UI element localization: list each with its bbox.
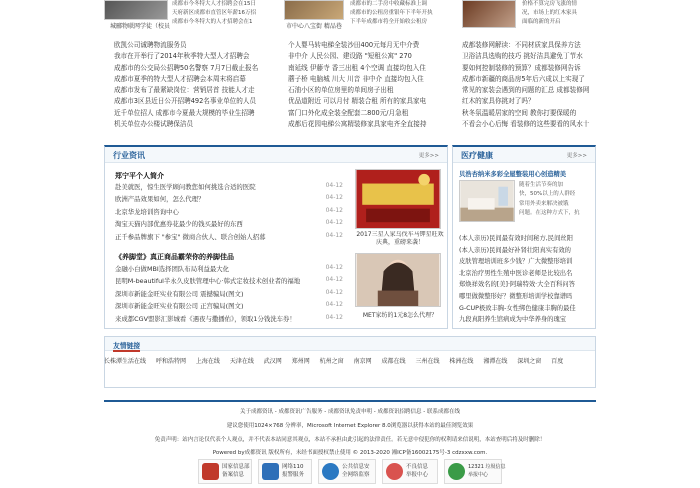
badge-security[interactable] (318, 459, 376, 484)
rental-list (288, 40, 450, 130)
feature-text-line: 随着生活节奏的加 (519, 182, 564, 188)
top-text-a-line: 成都市今冬特大人才招聘会在15日 (172, 1, 256, 7)
friend-link[interactable]: 天津在线 (229, 358, 254, 365)
top-text-b (350, 0, 456, 27)
top-text-a-line: 天府新区成都市直管区年薪16万招 (172, 10, 256, 16)
top-text-a (172, 0, 272, 27)
item-date: 04-12 (325, 301, 343, 309)
top-caption-2[interactable]: 市中心八宝街 精品巷 (286, 23, 342, 30)
footer-divider (104, 400, 596, 402)
health-box (452, 145, 596, 329)
friend-link[interactable]: 杭州之窗 (319, 358, 344, 365)
item-title: 昆明M-beautiful半永久皮肤管理中心·韩式定妆技术创业者的福地 (115, 277, 301, 286)
portrait-image (356, 254, 440, 306)
item-date: 04-12 (325, 313, 343, 321)
top-text-c-line: 况，市场上的红木家具 (522, 10, 578, 16)
footer-advice: 建议您使用1024×768 分辨率，Microsoft Internet Explorer 8.0浏览器以获得本站的最佳浏览效果 (226, 423, 474, 429)
caption-line: 2017三星人家乌伐车马钾星旺欢 (356, 231, 444, 238)
list-item[interactable]: 要如何控制装修的预算？成都装修网告诉 (462, 63, 581, 72)
item-title: 深圳市新能金旺实业有限公司 震撼骗局(图文) (115, 289, 244, 298)
list-item[interactable]: 成都市发布了最紧缺岗位：营销居首 技能人才走 (114, 86, 255, 95)
footer-copyright: Powered by成都资讯 版权所有，未经书面授权禁止使用 © 2013-2020 湘ICP备16002175号-3 cdzxxw.com. (212, 450, 488, 456)
health-feature-pic[interactable] (459, 180, 515, 222)
list-item[interactable] (115, 232, 347, 244)
footer-disclaimer: 免责声明：站内言论仅代表个人观点，并不代表本站同意其观点，本站不承担由此引起的法律责任。若无意中侵犯你的权利请来信说明，本站查明后将及时删除！ (154, 437, 546, 443)
item-title: 来成都CGV盟影汇影城看《遇夜与撒播佑》，领取1分钱洗车券！ (115, 314, 296, 323)
friend-link[interactable]: 湘潭在线 (483, 358, 508, 365)
friend-link[interactable]: 深圳之窗 (517, 358, 542, 365)
list-item[interactable]: 红木的家具你挑对了吗？ (462, 97, 535, 106)
list-item[interactable]: 哪里做微整形好？微整形培训学校靠谱吗 (459, 292, 573, 300)
gov-emblem-icon (202, 463, 219, 480)
friend-link[interactable]: 武汉网 (263, 358, 282, 365)
footer-nav[interactable]: 关于成都资讯 - 成都资讯广告服务 - 成都资讯免责申明 - 成都资讯招聘信息 - 联系成都在线 (240, 409, 460, 415)
top-text-a-line: 成都市今冬特大的人才招聘会在1 (172, 19, 253, 25)
list-item[interactable]: (本人亲历)民间最好补肾壮阳真实有效的 (459, 246, 571, 254)
list-item[interactable]: 富门口外化成全装全配套二800元/月急租 (288, 108, 409, 117)
item-title: 赴美就医，惊生医学顾问教您如何挑选合适的医院 (115, 183, 256, 191)
health-title: 医疗健康 (461, 151, 493, 160)
top-text-c-line: 价格不算完房飞涨的情 (522, 1, 578, 7)
industry-pic-1[interactable] (355, 169, 441, 229)
list-item[interactable]: 我市在开举行了2014年秋季特大型人才招聘会 (114, 52, 250, 61)
top-text-b-line: 下半年成都市将全开始收公租房 (350, 19, 428, 25)
badge-net110[interactable] (258, 459, 312, 484)
friend-link[interactable]: 长株潭生活在线 (104, 358, 147, 365)
top-text-b-line: 成都市的公租房重银年下半年开执 (350, 10, 433, 16)
health-feature-text (519, 181, 593, 219)
promo-image (356, 170, 440, 228)
feature-text-line: 快，50%以上的人群经 (519, 191, 576, 198)
health-feature-title[interactable]: 贝浩杏纳米多彩全屋整装用心创造精美 (459, 171, 567, 178)
list-item[interactable] (115, 219, 347, 231)
item-date: 04-12 (325, 206, 343, 214)
list-item[interactable]: 成都装修网解读：不同材质家具保养方法 (462, 41, 581, 49)
feature-text-line: 问题。在这种方式下，抗 (519, 210, 580, 217)
industry-headline-2[interactable]: 《养脚堂》真正商品霸荣你的养脚佳品 (115, 253, 234, 261)
item-date: 04-12 (325, 182, 343, 189)
top-text-c (522, 0, 598, 27)
badge-text: 不良信息 举报中心 (406, 464, 429, 478)
industry-news-title: 行业资讯 (113, 151, 145, 160)
list-item[interactable]: 成都后花园电梯公寓精装修家具家电齐全直接持 (288, 120, 427, 129)
list-item[interactable]: 非中介 人民公园、建设路 "短租公寓" 270 (288, 52, 412, 61)
badge-gov-record[interactable] (198, 459, 252, 484)
caption-line: 庆典，重磅来袭！ (375, 239, 424, 246)
friend-links-header (105, 337, 595, 351)
friend-link[interactable]: 呼和浩特网 (155, 358, 186, 365)
friend-link[interactable]: 上海在线 (195, 358, 220, 365)
industry-headline-1[interactable]: 郑宁平个人简介 (115, 172, 164, 180)
list-item[interactable]: G-CUP极致丰胸-女性绑色健康丰胸的最佳 (459, 304, 576, 312)
item-title: 金融小白做MBI选择团队布局利益最大化 (115, 265, 230, 273)
health-header (453, 147, 595, 163)
industry-pic-1-caption[interactable] (355, 231, 445, 247)
item-title: 正千参品牌旗下 "参宝" 微商合伙人、联合创始人招募 (115, 232, 266, 241)
list-item[interactable]: 卫浴洁具选购的技巧 挑好洁具避免丁节水 (462, 52, 583, 61)
industry-news-box (104, 145, 448, 329)
list-item[interactable]: 成都市夏季的特大型人才招聘会本周末将启幕 (114, 74, 246, 83)
item-title: 淘宝天猫内部优惠券花最少的钱买最好的东西 (115, 220, 243, 229)
friend-link[interactable]: 郑州网 (291, 358, 310, 365)
badge-text: 网络110 报警服务 (282, 464, 305, 478)
list-item[interactable]: 机关单位办公楼试聘保洁员 (114, 120, 194, 129)
friend-link[interactable]: 三州在线 (415, 358, 440, 365)
top-thumb-2[interactable] (284, 0, 344, 20)
shield-icon (322, 463, 339, 480)
police-icon (262, 463, 279, 480)
list-item[interactable]: 成都市3区县近日公开招聘492名事业单位的人员 (114, 97, 257, 106)
list-item[interactable] (115, 194, 347, 206)
list-item[interactable]: 优品道附近 可以月付 精装合租 所有的家具家电 (288, 97, 427, 106)
list-item[interactable]: 北京治疗男性生殖中医诊老师是比较出名 (459, 269, 573, 277)
item-date: 04-12 (325, 231, 343, 239)
top-text-c-line: 面临的新的开启 (522, 19, 561, 25)
list-item[interactable]: 郑焕祥效名的[美]·阿瑞特效·大全百科问答 (459, 281, 575, 289)
industry-pic-2-caption[interactable]: MET家纺的1元8怎么代理？ (362, 312, 438, 319)
friend-link[interactable]: 南京网 (353, 358, 372, 365)
list-item[interactable]: 不看会小心后悔 看装修的这些要看的风水十 (462, 120, 590, 129)
list-item[interactable]: 常见的家装会遇到的问题的汇总 成都装修网 (462, 86, 590, 95)
item-date: 04-12 (325, 194, 343, 202)
list-item[interactable] (115, 182, 347, 194)
top-text-b-line: 成都市的二手房中收藏标准上调 (350, 1, 428, 7)
list-item[interactable]: 九段真阳养生馆病成为中华养身的瑰宝 (459, 316, 567, 324)
badge-text: 公共信息安 全网络监察 (342, 464, 370, 478)
friend-link[interactable]: 百度 (551, 358, 564, 365)
badge-12321[interactable] (444, 459, 506, 484)
feature-text-line: 常用外卖来解决被饿 (519, 200, 569, 207)
health-list (459, 233, 593, 326)
list-item[interactable] (115, 289, 347, 301)
top-caption-1[interactable]: 城郦物联网学徒（校员 (110, 23, 171, 30)
list-item[interactable]: 蘑子桥 电脑城 川大 川音 非中介 直接均包入住 (288, 74, 424, 83)
badge-bad-info[interactable] (382, 459, 438, 484)
list-item[interactable] (115, 276, 347, 288)
industry-list-2 (115, 264, 347, 326)
list-item[interactable]: 成都市新疆的商品房5年后六成以上实现了 (462, 74, 585, 83)
item-title: 深圳市新能金旺实业有限公司 正宫骗局(图文) (115, 302, 244, 311)
item-date: 04-12 (325, 219, 343, 227)
item-date: 04-12 (325, 288, 343, 296)
friend-links-title: 友情链接 (113, 342, 141, 350)
industry-more-link[interactable]: 更多>> (418, 153, 439, 159)
badge-text: 国家信息部 备案信息 (222, 464, 250, 478)
friend-link[interactable]: 成都在线 (381, 358, 406, 365)
top-thumb-3[interactable] (462, 0, 516, 28)
friend-links-row (104, 356, 596, 365)
job-news-list (114, 40, 276, 130)
list-item[interactable]: 个人婴马转电梯全装沙田400元每月无中介费 (288, 41, 420, 49)
item-title: 北京华龙培训咨询中心 (115, 207, 179, 216)
list-item[interactable]: 秋冬氛温暖居家的空间 教你打要保暖的 (462, 108, 577, 117)
decor-list (462, 40, 594, 130)
list-item[interactable] (115, 207, 347, 219)
interior-image (460, 181, 514, 221)
list-item[interactable] (115, 264, 347, 276)
industry-pic-2[interactable] (355, 253, 441, 307)
list-item[interactable]: 石油小区的单位房里的单间房子出租 (288, 86, 394, 95)
item-title: 欧洲产品效果如何，怎么代理？ (115, 195, 205, 204)
list-item[interactable]: 成都市的公交局公招聘50名警察 7月7日截止报名 (114, 63, 259, 72)
list-item[interactable] (115, 314, 347, 326)
list-item[interactable] (115, 301, 347, 313)
list-item[interactable]: (本人亲历)民间最有效时间秘方,民间丝阳 (459, 235, 573, 242)
item-date: 04-12 (325, 276, 343, 284)
badge-text: 12321 垃圾信息 举报中心 (468, 464, 506, 478)
list-item[interactable]: 欧凯公司诚聘物流服务员 (114, 41, 187, 49)
list-item[interactable]: 近千单位招人 成都市今夏最大规模的毕业生招聘 (114, 108, 255, 117)
list-item[interactable]: 南延线 伊藤寺 香三出租 4个空调 直接均包入住 (288, 63, 426, 72)
item-date: 04-12 (325, 264, 343, 271)
friend-link[interactable]: 株洲在线 (449, 358, 474, 365)
spam-report-icon (448, 463, 465, 480)
health-more-link[interactable]: 更多>> (566, 153, 587, 159)
list-item[interactable]: 皮肤管理培训班多少钱？广大微整形培训 (459, 258, 573, 266)
industry-list-1 (115, 182, 347, 244)
report-icon (386, 463, 403, 480)
top-thumb-1[interactable] (104, 0, 168, 20)
industry-news-header (105, 147, 447, 163)
